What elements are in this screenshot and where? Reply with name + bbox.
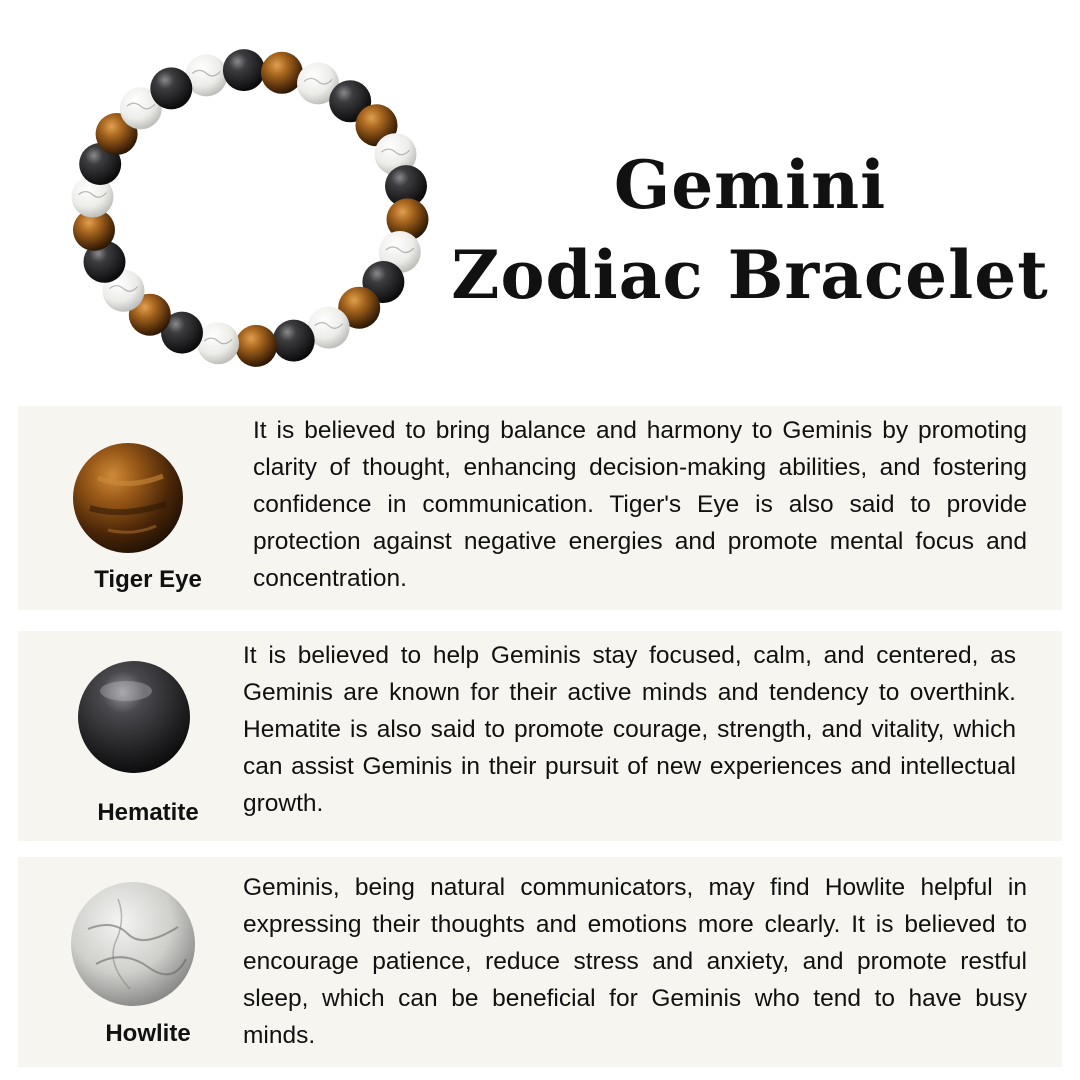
howlite-bead xyxy=(197,322,239,364)
page-title xyxy=(440,140,1060,320)
hematite-bead xyxy=(223,49,265,91)
hematite-bead xyxy=(273,320,315,362)
stone-description: Geminis, being natural communicators, may find Howlite helpful in expressing their thoughts and emotions more clearly. It is believed to encourage patience, reduce stress and anxiety, and promote restful sleep, which can be beneficial for Geminis who tend to have busy minds. xyxy=(243,874,1027,1049)
tiger-eye-bead-icon xyxy=(68,438,188,558)
stone-label: Hematite xyxy=(97,799,199,826)
stone-description: It is believed to help Geminis stay focused, calm, and centered, as Geminis are known for their active minds and tendency to overthink. Hematite is also said to promote courage, strength, and vitality, which can assist Geminis in their pursuit of new experiences and intellectual growth. xyxy=(243,642,1016,817)
bracelet-bead-ring xyxy=(72,49,429,367)
bracelet-image xyxy=(60,30,440,390)
howlite-bead-icon xyxy=(68,879,198,1009)
hematite-bead xyxy=(150,67,192,109)
title-line-1: Gemini xyxy=(613,146,887,224)
hematite-bead-icon xyxy=(74,657,194,777)
stone-label: Tiger Eye xyxy=(94,566,202,593)
title-line-2: Zodiac Bracelet xyxy=(451,236,1049,314)
tiger-eye-bead xyxy=(235,325,277,367)
tiger-eye-bead xyxy=(261,52,303,94)
stone-card-hematite xyxy=(18,631,1062,841)
stone-description: It is believed to bring balance and harmony to Geminis by promoting clarity of thought, enhancing decision-making abilities, and fostering confidence in communication. Tiger's Eye is also said to provide protection against negative energies and promote mental focus and concentration. xyxy=(253,417,1027,592)
stone-card-howlite xyxy=(18,857,1062,1067)
stone-label: Howlite xyxy=(105,1020,191,1047)
stone-card-tiger-eye xyxy=(18,406,1062,610)
